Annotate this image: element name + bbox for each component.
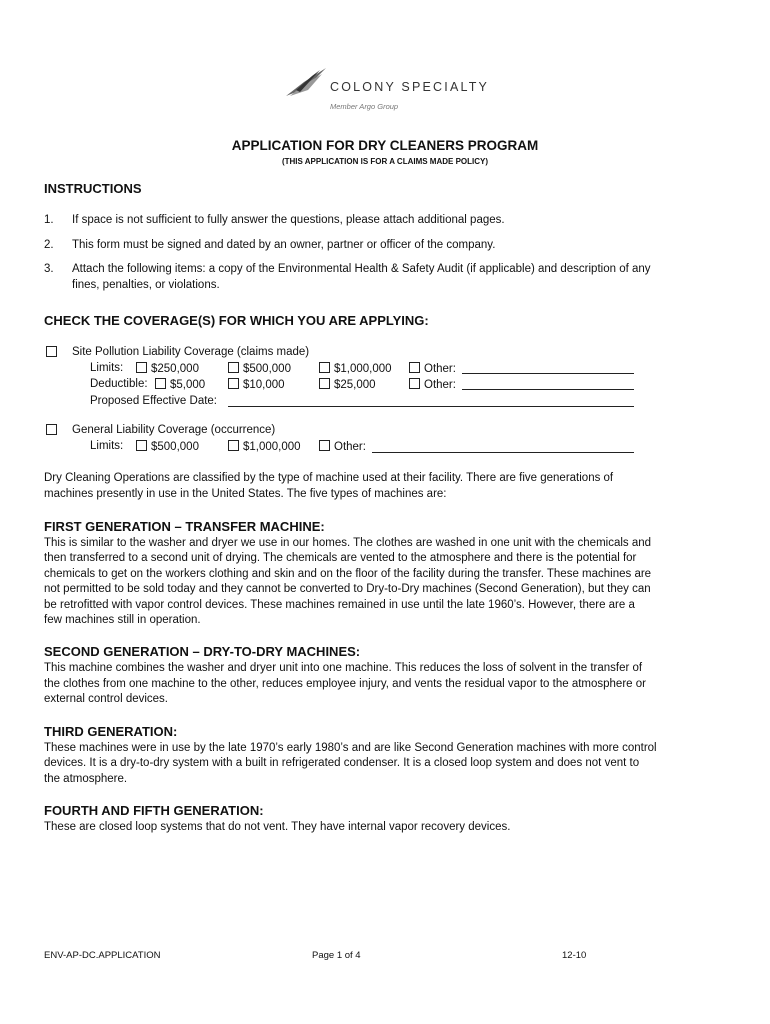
deductible-other-option[interactable] — [409, 378, 456, 391]
site-limits-label: Limits: — [90, 362, 124, 374]
gl-other-field[interactable] — [372, 452, 634, 453]
instruction-number: 2. — [44, 239, 54, 251]
deductible-25000-checkbox[interactable] — [319, 378, 330, 389]
section-line: the clothes from one machine to the other, reduces employee injury, and vents the residual vapor to the atmosphere or — [44, 678, 646, 690]
company-logo — [282, 66, 502, 116]
section-line: chemicals to get on the workers clothing and skin and on the floor of the facility during the transfer. These machines are — [44, 568, 652, 580]
logo-name: COLONY SPECIALTY — [330, 80, 490, 94]
deductible-25000-label: $25,000 — [334, 379, 376, 391]
instruction-text: If space is not sufficient to fully answer the questions, please attach additional pages. — [72, 214, 505, 226]
first-generation-heading: FIRST GENERATION – TRANSFER MACHINE: — [44, 519, 325, 534]
instruction-number: 3. — [44, 263, 54, 275]
logo-mark-icon — [282, 66, 328, 100]
section-line: devices. It is a dry-to-dry system with a built in refrigerated condenser. It is a closed loop system and does not vent to — [44, 757, 640, 769]
limit-1000000-label: $1,000,000 — [334, 363, 392, 375]
section-line: the atmosphere. — [44, 773, 128, 785]
footer-form-code: ENV-AP-DC.APPLICATION — [44, 950, 161, 961]
instruction-text: Attach the following items: a copy of the Environmental Health & Safety Audit (if applicable) and description of any — [72, 263, 651, 275]
section-line: These are closed loop systems that do not vent. They have internal vapor recovery devices. — [44, 821, 511, 833]
gl-limit-1000000-option[interactable] — [228, 440, 301, 453]
intro-line: Dry Cleaning Operations are classified by the type of machine used at their facility. There are five generations of — [44, 472, 614, 484]
deductible-10000-option[interactable] — [228, 378, 285, 391]
instructions-heading: INSTRUCTIONS — [44, 181, 142, 196]
section-line: few machines still in operation. — [44, 614, 201, 626]
gl-limit-500000-checkbox[interactable] — [136, 440, 147, 451]
limit-other-option[interactable] — [409, 362, 456, 375]
logo-subtitle: Member Argo Group — [330, 102, 399, 111]
limit-other-label: Other: — [424, 363, 456, 375]
instruction-number: 1. — [44, 214, 54, 226]
limit-500000-checkbox[interactable] — [228, 362, 239, 373]
deductible-10000-checkbox[interactable] — [228, 378, 239, 389]
intro-line: machines presently in use in the United States. The five types of machines are: — [44, 488, 447, 500]
second-generation-heading: SECOND GENERATION – DRY-TO-DRY MACHINES: — [44, 644, 361, 659]
deductible-5000-option[interactable] — [155, 378, 205, 391]
coverage-heading: CHECK THE COVERAGE(S) FOR WHICH YOU ARE APPLYING: — [44, 313, 429, 328]
limit-250000-option[interactable] — [136, 362, 199, 375]
section-line: be retrofitted with vapor control devices. These machines remained in use until the late 1960’s. However, there are a — [44, 599, 635, 611]
general-liability-checkbox[interactable] — [46, 424, 57, 435]
gl-limit-1000000-label: $1,000,000 — [243, 441, 301, 453]
gl-other-checkbox[interactable] — [319, 440, 330, 451]
deductible-10000-label: $10,000 — [243, 379, 285, 391]
deductible-other-field[interactable] — [462, 389, 634, 390]
general-liability-label: General Liability Coverage (occurrence) — [72, 424, 276, 436]
gl-limit-1000000-checkbox[interactable] — [228, 440, 239, 451]
deductible-25000-option[interactable] — [319, 378, 376, 391]
limit-250000-label: $250,000 — [151, 363, 199, 375]
section-line: external control devices. — [44, 693, 169, 705]
deductible-5000-label: $5,000 — [170, 379, 206, 391]
footer-edition-date: 12-10 — [562, 950, 587, 961]
footer-page-number: Page 1 of 4 — [312, 950, 361, 961]
site-pollution-label: Site Pollution Liability Coverage (claims made) — [72, 346, 310, 358]
gl-other-option[interactable] — [319, 440, 366, 453]
limit-500000-option[interactable] — [228, 362, 291, 375]
limit-1000000-checkbox[interactable] — [319, 362, 330, 373]
document-subtitle: (THIS APPLICATION IS FOR A CLAIMS MADE POLICY) — [281, 157, 489, 166]
limit-other-checkbox[interactable] — [409, 362, 420, 373]
limit-1000000-option[interactable] — [319, 362, 392, 375]
document-title: APPLICATION FOR DRY CLEANERS PROGRAM — [231, 138, 539, 153]
effective-date-label: Proposed Effective Date: — [90, 395, 217, 407]
gl-limit-500000-option[interactable] — [136, 440, 199, 453]
site-pollution-checkbox[interactable] — [46, 346, 57, 357]
deductible-label: Deductible: — [90, 378, 148, 390]
limit-500000-label: $500,000 — [243, 363, 291, 375]
instruction-text: This form must be signed and dated by an owner, partner or officer of the company. — [72, 239, 496, 251]
limit-other-field[interactable] — [462, 373, 634, 374]
instruction-text-cont: fines, penalties, or violations. — [72, 279, 220, 291]
deductible-other-label: Other: — [424, 379, 456, 391]
third-generation-heading: THIRD GENERATION: — [44, 724, 178, 739]
section-line: not permitted to be sold today and they cannot be converted to Dry-to-Dry machines (Second Generation), but they can — [44, 583, 651, 595]
section-line: These machines were in use by the late 1970’s early 1980’s and are like Second Generation machines with more control — [44, 742, 657, 754]
gl-limits-label: Limits: — [90, 440, 124, 452]
limit-250000-checkbox[interactable] — [136, 362, 147, 373]
section-line: This is similar to the washer and dryer we use in our homes. The clothes are washed in one unit with the chemicals and — [44, 537, 652, 549]
section-line: This machine combines the washer and dryer unit into one machine. This reduces the loss of solvent in the transfer of — [44, 662, 643, 674]
effective-date-field[interactable] — [228, 406, 634, 407]
gl-other-label: Other: — [334, 441, 366, 453]
section-line: then transferred to a second unit of drying. The chemicals are vented to the atmosphere and there is the potential for — [44, 552, 637, 564]
deductible-other-checkbox[interactable] — [409, 378, 420, 389]
fourth-fifth-generation-heading: FOURTH AND FIFTH GENERATION: — [44, 803, 264, 818]
gl-limit-500000-label: $500,000 — [151, 441, 199, 453]
deductible-5000-checkbox[interactable] — [155, 378, 166, 389]
